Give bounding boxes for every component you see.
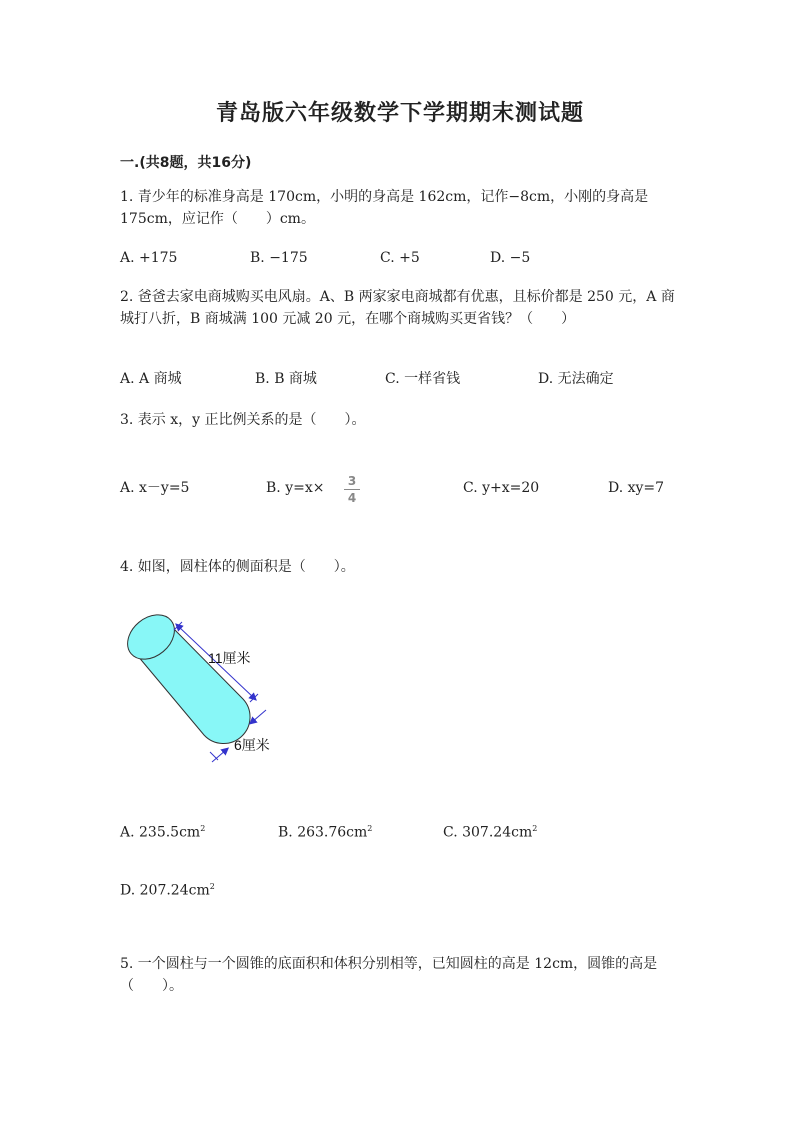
question-3: 3. 表示 x，y 正比例关系的是（ ）。 <box>120 412 366 428</box>
fraction-three-quarters <box>344 474 360 505</box>
q4-option-a-text: A. 235.5cm <box>120 824 201 841</box>
fraction-denominator: 4 <box>347 491 357 505</box>
unit-superscript: 2 <box>367 824 373 833</box>
q4-option-a[interactable] <box>120 819 205 843</box>
q1-option-d[interactable]: D. −5 <box>490 250 531 266</box>
cylinder-figure <box>120 612 300 782</box>
q3-option-b[interactable]: B. y=x× <box>266 480 325 496</box>
q4-option-b-text: B. 263.76cm <box>278 824 368 841</box>
q3-option-d[interactable]: D. xy=7 <box>608 480 665 496</box>
q4-option-c-text: C. 307.24cm <box>443 824 533 841</box>
page-title: 青岛版六年级数学下学期期末测试题 <box>215 101 584 126</box>
question-5: 5. 一个圆柱与一个圆锥的底面积和体积分别相等，已知圆柱的高是 12cm，圆锥的高是（ ）。 <box>120 956 658 994</box>
diameter-arrow-top <box>252 710 266 722</box>
q1-option-b[interactable]: B. −175 <box>250 250 308 266</box>
q2-option-c[interactable]: C. 一样省钱 <box>385 371 461 387</box>
q4-option-d[interactable] <box>120 877 215 901</box>
q1-option-c[interactable]: C. +5 <box>380 250 420 266</box>
unit-superscript: 2 <box>200 824 206 833</box>
unit-superscript: 2 <box>532 824 538 833</box>
length-label: 11厘米 <box>208 650 251 666</box>
q1-option-a[interactable]: A. +175 <box>120 250 178 266</box>
q2-option-d[interactable]: D. 无法确定 <box>538 371 614 387</box>
question-4: 4. 如图，圆柱体的侧面积是（ ）。 <box>120 559 355 575</box>
q2-option-b[interactable]: B. B 商城 <box>255 371 317 387</box>
q4-option-c[interactable] <box>443 819 537 843</box>
fraction-numerator: 3 <box>347 474 357 488</box>
q2-option-a[interactable]: A. A 商城 <box>120 371 182 387</box>
question-1: 1. 青少年的标准身高是 170cm，小明的身高是 162cm，记作−8cm，小刚的身高是 175cm，应记作（ ）cm。 <box>120 189 649 227</box>
q3-option-a[interactable]: A. x－y=5 <box>120 480 190 496</box>
q4-option-d-text: D. 207.24cm <box>120 882 210 899</box>
q4-option-b[interactable] <box>278 819 372 843</box>
diameter-label: 6厘米 <box>234 737 270 753</box>
section-heading: 一.(共8题，共16分) <box>120 155 252 171</box>
unit-superscript: 2 <box>209 882 215 891</box>
q3-option-c[interactable]: C. y+x=20 <box>463 480 540 496</box>
fraction-bar <box>344 489 360 490</box>
question-2: 2. 爸爸去家电商城购买电风扇。A、B 两家家电商城都有优惠，且标价都是 250 元，A 商城打八折，B 商城满 100 元减 20 元，在哪个商城购买更省钱？（ ） <box>120 289 675 327</box>
